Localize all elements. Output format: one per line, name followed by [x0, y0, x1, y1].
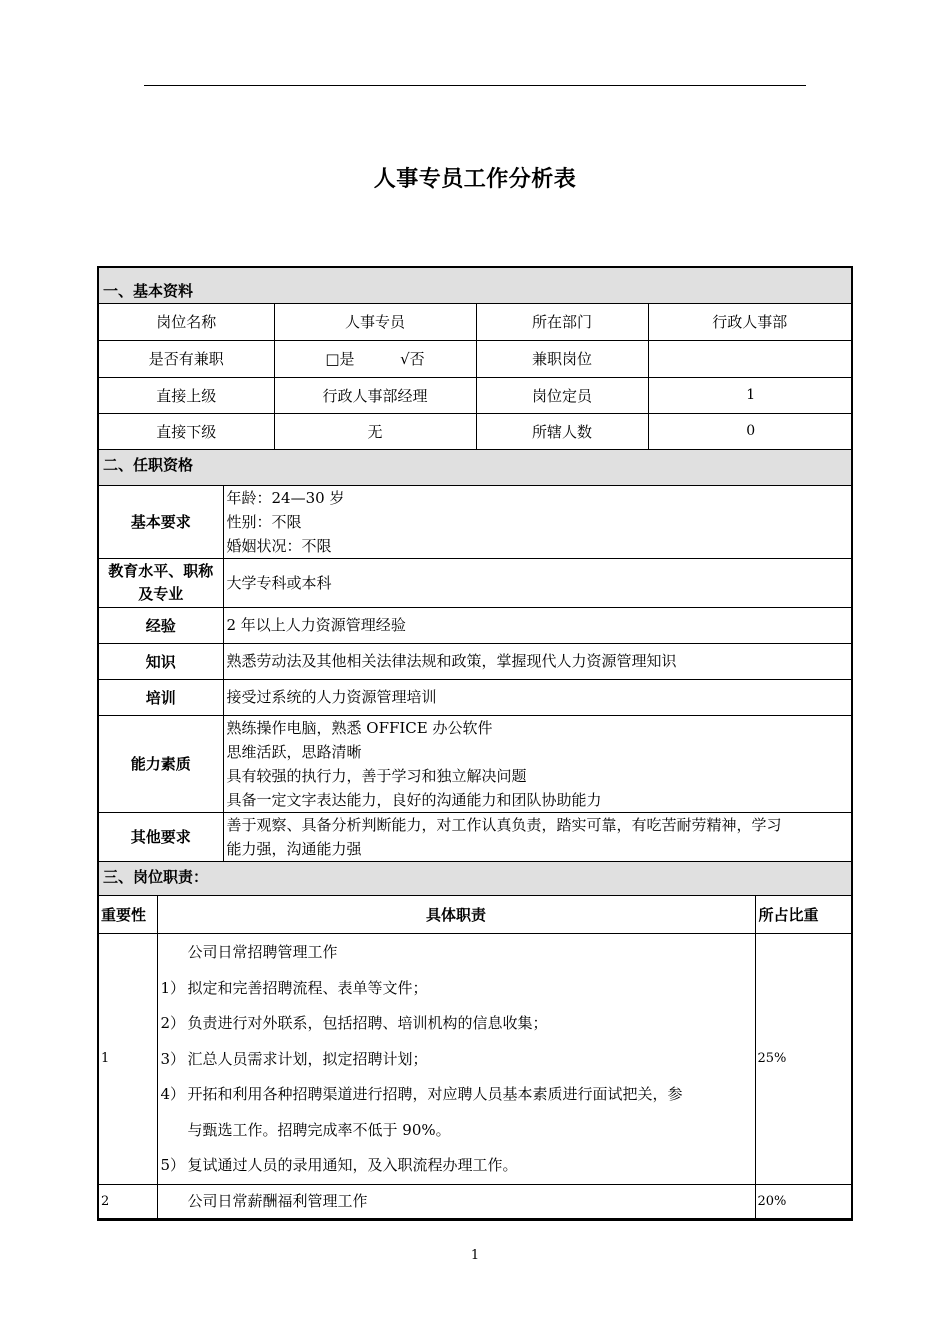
- page-number: 1: [470, 1248, 480, 1263]
- table-row: [99, 715, 851, 812]
- table-header-row: [99, 896, 851, 934]
- table-row: [99, 486, 851, 559]
- qualifications-table: [99, 486, 851, 862]
- table-row: [99, 607, 851, 643]
- list-item: 1） 拟定和完善招聘流程、表单等文件；: [160, 978, 428, 997]
- label-basic-requirements: 基本要求: [99, 486, 223, 559]
- label-experience: 经验: [99, 607, 223, 643]
- table-row: [99, 679, 851, 715]
- col-header-duties: 具体职责: [157, 896, 755, 934]
- duty-2-weight: 20%: [755, 1184, 851, 1218]
- duty-2-details: [157, 1184, 755, 1218]
- cell-headcount-value: 1: [648, 377, 851, 413]
- option-yes: □是: [325, 350, 355, 368]
- section-basic-info-heading: 一、基本资料: [99, 268, 851, 304]
- cell-department-value: 行政人事部: [648, 304, 851, 340]
- label-knowledge: 知识: [99, 643, 223, 679]
- cell-label-headcount: 岗位定员: [476, 377, 648, 413]
- col-header-weight: 所占比重: [755, 896, 851, 934]
- cell-supervisor-value: 行政人事部经理: [274, 377, 476, 413]
- responsibilities-table: [99, 896, 851, 1219]
- label-training: 培训: [99, 679, 223, 715]
- cell-label-part-time-post: 兼职岗位: [476, 340, 648, 377]
- duty-2-title: 公司日常薪酬福利管理工作: [187, 1192, 368, 1210]
- other-requirements-text: 善于观察、具备分析判断能力，对工作认真负责，踏实可靠，有吃苦耐劳精神，学习 能力强，沟通能力强: [223, 812, 851, 861]
- cell-label-managed-count: 所辖人数: [476, 413, 648, 449]
- list-item: 4） 开拓和利用各种招聘渠道进行招聘，对应聘人员基本素质进行面试把关，参: [160, 1085, 683, 1103]
- table-row: [99, 304, 851, 340]
- header-rule: [144, 85, 806, 86]
- cell-part-time-post-value: [648, 340, 851, 377]
- cell-subordinate-value: 无: [274, 413, 476, 449]
- list-item: 与甄选工作。招聘完成率不低于 90%。: [187, 1120, 451, 1139]
- list-item: 5） 复试通过人员的录用通知，及入职流程办理工作。: [160, 1156, 518, 1174]
- cell-label-supervisor: 直接上级: [99, 377, 274, 413]
- table-row: [99, 413, 851, 449]
- cell-label-department: 所在部门: [476, 304, 648, 340]
- duty-1-importance: 1: [99, 934, 157, 1185]
- duty-1-details: [157, 934, 755, 1185]
- label-abilities: 能力素质: [99, 715, 223, 812]
- training-text: 接受过系统的人力资源管理培训: [223, 679, 851, 715]
- duty-2-importance: 2: [99, 1184, 157, 1218]
- cell-managed-count-value: 0: [648, 413, 851, 449]
- job-analysis-form: [97, 266, 853, 1221]
- option-no: √否: [400, 350, 425, 368]
- education-text: 大学专科或本科: [223, 558, 851, 607]
- list-item: 3） 汇总人员需求计划，拟定招聘计划；: [160, 1049, 428, 1068]
- document-title: 人事专员工作分析表: [373, 167, 577, 192]
- experience-text: 2 年以上人力资源管理经验: [223, 607, 851, 643]
- table-row: [99, 1184, 851, 1218]
- abilities-text: 熟练操作电脑，熟悉 OFFICE 办公软件 思维活跃，思路清晰 具有较强的执行力，善于学习和独立解决问题 具备一定文字表达能力，良好的沟通能力和团队协助能力: [223, 715, 851, 812]
- cell-position-value: 人事专员: [274, 304, 476, 340]
- cell-label-position: 岗位名称: [99, 304, 274, 340]
- duty-1-weight: 25%: [755, 934, 851, 1185]
- col-header-importance: 重要性: [99, 896, 157, 934]
- cell-label-part-time: 是否有兼职: [99, 340, 274, 377]
- list-item: 2） 负责进行对外联系，包括招聘、培训机构的信息收集；: [160, 1014, 548, 1032]
- table-row: [99, 934, 851, 1185]
- cell-part-time-options: [274, 340, 476, 377]
- section-qualifications-heading: 二、任职资格: [99, 450, 851, 486]
- cell-label-subordinate: 直接下级: [99, 413, 274, 449]
- knowledge-text: 熟悉劳动法及其他相关法律法规和政策，掌握现代人力资源管理知识: [223, 643, 851, 679]
- label-other-requirements: 其他要求: [99, 812, 223, 861]
- table-row: [99, 340, 851, 377]
- table-row: [99, 812, 851, 861]
- label-education: 教育水平、职称 及专业: [99, 558, 223, 607]
- table-row: [99, 377, 851, 413]
- duty-1-title: 公司日常招聘管理工作: [187, 943, 338, 961]
- table-row: [99, 643, 851, 679]
- table-row: [99, 558, 851, 607]
- basic-info-table: [99, 304, 851, 450]
- basic-requirements-text: 年龄：24—30 岁 性别：不限 婚姻状况：不限: [223, 486, 851, 559]
- section-responsibilities-heading: 三、岗位职责：: [99, 862, 851, 896]
